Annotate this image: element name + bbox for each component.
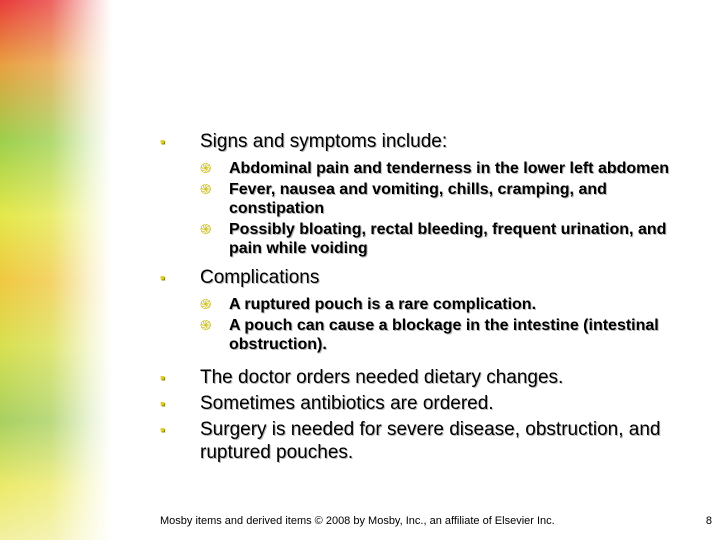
subitem-text: Possibly bloating, rectal bleeding, frequent urination, and pain while voiding: [229, 221, 667, 257]
sublist-signs-symptoms: [160, 159, 700, 258]
bullet-text: Sometimes antibiotics are ordered.: [200, 393, 494, 414]
bullet-text: Signs and symptoms include:: [200, 131, 448, 152]
spiral-bullet-icon: ֍: [200, 181, 212, 197]
bullet-dietary-changes: [160, 366, 700, 389]
square-bullet-icon: ▪: [160, 133, 165, 149]
spiral-bullet-icon: ֍: [200, 221, 212, 237]
sublist-complications: [160, 295, 700, 354]
subitem-text: A pouch can cause a blockage in the intestine (intestinal obstruction).: [229, 317, 659, 353]
bullet-surgery: [160, 418, 700, 464]
bullet-antibiotics: [160, 392, 700, 415]
subitem: [200, 159, 700, 178]
subitem: [200, 220, 700, 258]
bullet-complications: [160, 266, 700, 289]
spiral-bullet-icon: ֍: [200, 160, 212, 176]
decorative-gradient-stripe: [0, 0, 112, 540]
bullet-text: Surgery is needed for severe disease, obstruction, and ruptured pouches.: [200, 419, 661, 463]
bullet-text: The doctor orders needed dietary changes.: [200, 367, 564, 388]
subitem: [200, 295, 700, 314]
subitem-text: Fever, nausea and vomiting, chills, cramping, and constipation: [229, 181, 607, 217]
subitem: [200, 316, 700, 354]
square-bullet-icon: ▪: [160, 369, 165, 385]
spiral-bullet-icon: ֍: [200, 296, 212, 312]
subitem: [200, 180, 700, 218]
spiral-bullet-icon: ֍: [200, 317, 212, 333]
square-bullet-icon: ▪: [160, 395, 165, 411]
square-bullet-icon: ▪: [160, 269, 165, 285]
bullet-text: Complications: [200, 267, 320, 288]
subitem-text: A ruptured pouch is a rare complication.: [229, 296, 537, 313]
copyright-footer: Mosby items and derived items © 2008 by Mosby, Inc., an affiliate of Elsevier Inc.: [160, 515, 555, 527]
subitem-text: Abdominal pain and tenderness in the lower left abdomen: [229, 160, 670, 177]
page-number: 8: [705, 515, 712, 527]
slide-body: [160, 130, 700, 470]
square-bullet-icon: ▪: [160, 421, 165, 437]
bullet-signs-symptoms: [160, 130, 700, 153]
